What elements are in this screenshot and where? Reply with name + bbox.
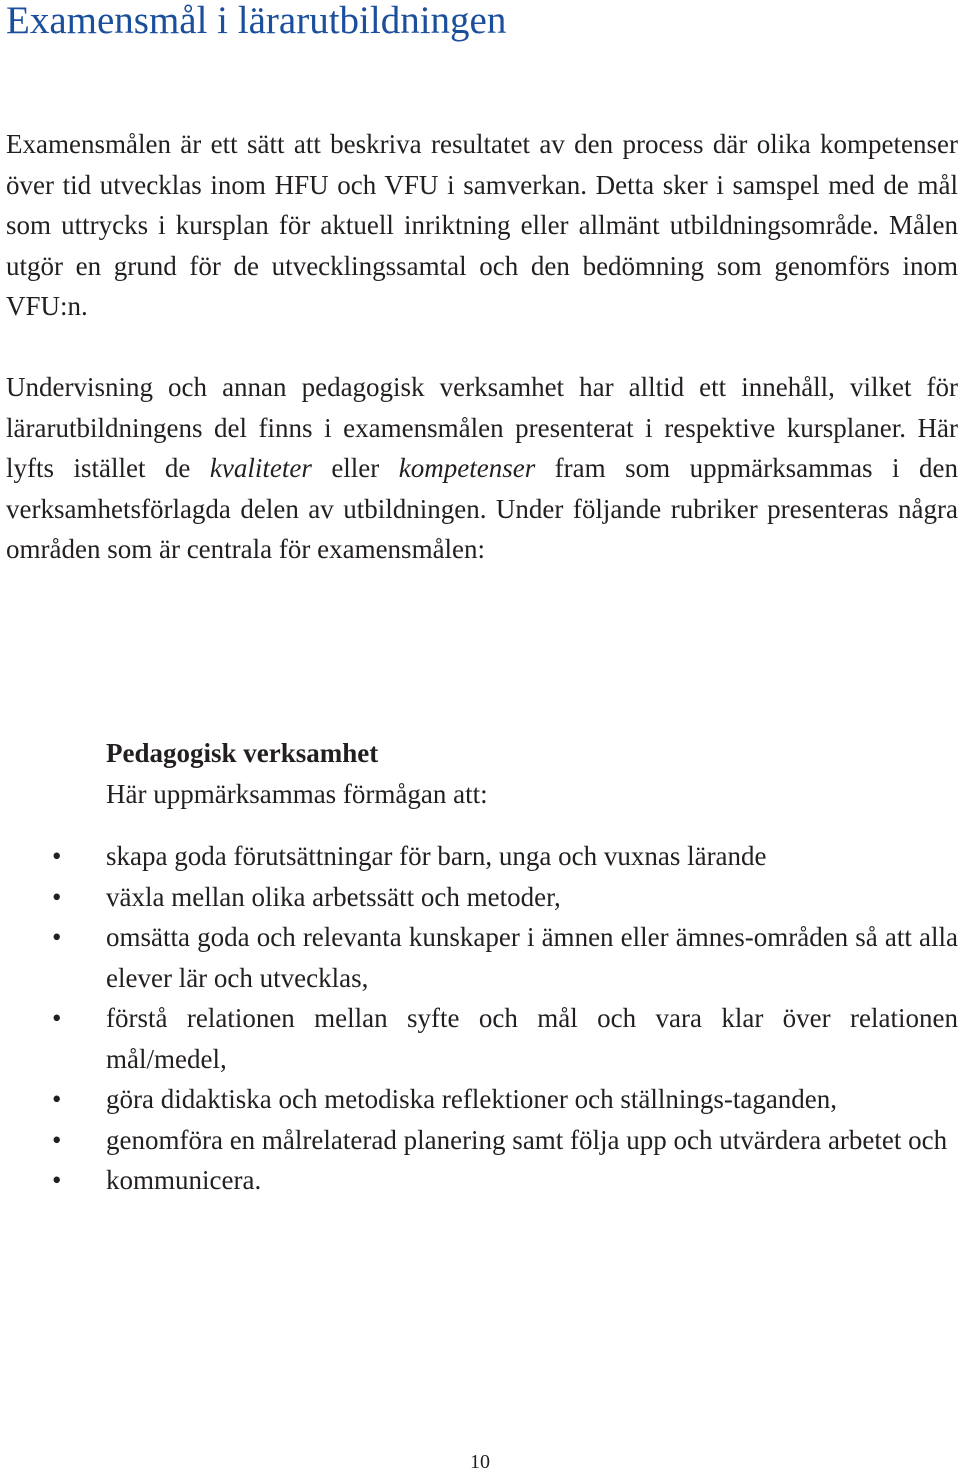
emphasis-kvaliteter: kvaliteter [209, 453, 312, 483]
bullet-icon: • [52, 1084, 62, 1114]
bullet-icon: • [52, 841, 62, 871]
paragraph-text: Undervisning och annan pedagogisk verksamhet har alltid ett innehåll, vilket för lärarutbildningens del finns i examensmålen presenterat i respektive kursplaner. Här lyfts istället de [6, 372, 958, 483]
list-item [52, 1120, 958, 1161]
list-item-text: växla mellan olika arbetssätt och metoder, [106, 881, 561, 912]
section-pedagogisk-verksamhet [52, 733, 958, 1201]
list-item-text: omsätta goda och relevanta kunskaper i ämnen eller ämnes-områden så att alla elever lär och utvecklas, [106, 922, 958, 993]
bullet-list [52, 836, 958, 1201]
section-intro: Här uppmärksammas förmågan att: [106, 778, 488, 809]
bullet-icon: • [52, 881, 62, 912]
list-item-text: förstå relationen mellan syfte och mål och vara klar över relationen mål/medel, [106, 1003, 958, 1074]
paragraph-text: eller [311, 453, 399, 483]
list-item [52, 836, 958, 877]
list-item [52, 1079, 958, 1120]
list-item-text: genomföra en målrelaterad planering samt följa upp och utvärdera arbetet och [106, 1124, 948, 1155]
list-item [52, 998, 958, 1079]
emphasis-kompetenser: kompetenser [398, 453, 536, 483]
section-heading: Pedagogisk verksamhet [106, 738, 379, 768]
list-item [52, 877, 958, 918]
bullet-icon: • [52, 1003, 62, 1033]
intro-paragraph: Examensmålen är ett sätt att beskriva resultatet av den process där olika kompetenser över tid utvecklas inom HFU och VFU i samverkan. Detta sker i samspel med de mål som uttrycks i kursplan för aktuell inriktning eller allmänt utbildningsområde. Målen utgör en grund för de utvecklingssamtal och den bedömning som genomförs inom VFU:n. [6, 129, 958, 321]
bullet-icon: • [52, 1124, 62, 1155]
bullet-icon: • [52, 1165, 62, 1195]
content-paragraph [6, 367, 958, 570]
bullet-icon: • [52, 922, 62, 952]
list-item-text: göra didaktiska och metodiska reflektioner och ställnings-taganden, [106, 1084, 838, 1114]
list-item [52, 917, 958, 998]
paragraph-text: fram som uppmärksammas i den verksamhetsförlagda delen av utbildningen. Under följande rubriker presenteras några områden som är centrala för examensmålen: [6, 453, 958, 564]
list-item [52, 1160, 958, 1201]
page-title: Examensmål i lärarutbildningen [6, 0, 507, 42]
list-item-text: kommunicera. [106, 1165, 262, 1195]
list-item-text: skapa goda förutsättningar för barn, unga och vuxnas lärande [106, 841, 767, 871]
page-number: 10 [470, 1451, 490, 1473]
